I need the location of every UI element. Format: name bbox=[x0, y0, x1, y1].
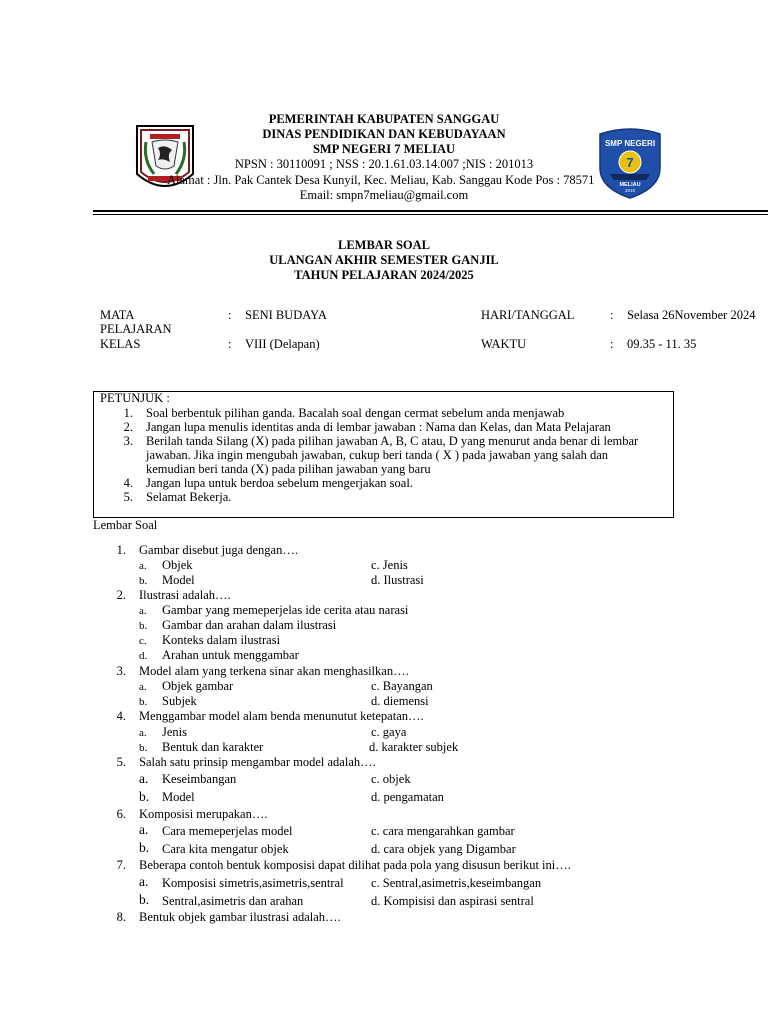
instruction-number: 3. bbox=[123, 434, 133, 448]
option-a: Jenis bbox=[162, 725, 187, 739]
option-label: a. bbox=[139, 822, 149, 837]
option-c: Konteks dalam ilustrasi bbox=[162, 633, 281, 647]
hari-colon: : bbox=[610, 308, 614, 322]
option-label: a. bbox=[139, 560, 147, 572]
instruction-text: Selamat Bekerja. bbox=[146, 490, 232, 504]
option-a: Komposisi simetris,asimetris,sentral bbox=[162, 876, 344, 890]
question-text: Salah satu prinsip mengambar model adalah…. bbox=[139, 755, 376, 769]
school-logo bbox=[598, 128, 662, 200]
waktu-value: 09.35 - 11. 35 bbox=[627, 337, 697, 351]
option-a: Objek gambar bbox=[162, 679, 234, 693]
option-b: Bentuk dan karakter bbox=[162, 740, 264, 754]
doc-subtitle: ULANGAN AKHIR SEMESTER GANJIL bbox=[269, 253, 499, 267]
header-rule-thin bbox=[93, 214, 768, 215]
doc-title: LEMBAR SOAL bbox=[337, 238, 431, 252]
question-text: Ilustrasi adalah…. bbox=[139, 588, 231, 602]
kelas-label: KELAS bbox=[100, 337, 141, 351]
option-b: Model bbox=[162, 573, 195, 587]
question-text: Komposisi merupakan…. bbox=[139, 807, 268, 821]
instruction-number: 2. bbox=[123, 420, 133, 434]
question-text: Menggambar model alam benda menunutut ketepatan…. bbox=[139, 709, 424, 723]
header-school-name: SMP NEGERI 7 MELIAU bbox=[312, 142, 456, 156]
option-d: d. diemensi bbox=[371, 694, 429, 708]
question-number: 8. bbox=[116, 910, 126, 924]
logo-year-text: 2010 bbox=[624, 188, 636, 193]
option-label: a. bbox=[139, 771, 149, 786]
question-number: 5. bbox=[116, 755, 126, 769]
instruction-text: Jangan lupa menulis identitas anda di lembar jawaban : Nama dan Kelas, dan Mata Pelajaran bbox=[146, 420, 611, 434]
instruction-text: Jangan lupa untuk berdoa sebelum mengerjakan soal. bbox=[146, 476, 413, 490]
option-d: d. cara objek yang Digambar bbox=[371, 842, 516, 856]
option-label: b. bbox=[139, 789, 150, 804]
option-label: b. bbox=[139, 620, 148, 632]
doc-year: TAHUN PELAJARAN 2024/2025 bbox=[294, 268, 474, 282]
option-label: a. bbox=[139, 605, 147, 617]
option-a: Keseimbangan bbox=[162, 772, 237, 786]
option-label: b. bbox=[139, 696, 148, 708]
question-number: 1. bbox=[116, 543, 126, 557]
option-label: b. bbox=[139, 742, 148, 754]
option-d: Arahan untuk menggambar bbox=[162, 648, 299, 662]
mapel-label-1: MATA bbox=[100, 308, 135, 322]
kelas-value: VIII (Delapan) bbox=[245, 337, 320, 351]
option-label: d. bbox=[139, 650, 148, 662]
header-rule-thick bbox=[93, 210, 768, 212]
question-text: Model alam yang terkena sinar akan menghasilkan…. bbox=[139, 664, 409, 678]
option-a: Objek bbox=[162, 558, 193, 572]
option-c: c. Sentral,asimetris,keseimbangan bbox=[371, 876, 542, 890]
option-b: Model bbox=[162, 790, 195, 804]
option-label: a. bbox=[139, 681, 147, 693]
option-label: c. bbox=[139, 635, 147, 647]
question-number: 2. bbox=[116, 588, 126, 602]
header-npsn: NPSN : 30110091 ; NSS : 20.1.61.03.14.007 ;NIS : 201013 bbox=[234, 157, 534, 171]
option-d: d. karakter subjek bbox=[369, 740, 459, 754]
instruction-text: jawaban. Jika ingin mengubah jawaban, cukup beri tanda ( X ) pada jawaban yang salah dan bbox=[146, 448, 608, 462]
option-label: b. bbox=[139, 892, 150, 907]
option-a: Cara memeperjelas model bbox=[162, 824, 293, 838]
instruction-text: Berilah tanda Silang (X) pada pilihan jawaban A, B, C atau, D yang menurut anda benar di lembar bbox=[146, 434, 639, 448]
instruction-number: 1. bbox=[123, 406, 133, 420]
question-text: Beberapa contoh bentuk komposisi dapat dilihat pada pola yang disusun berikut ini…. bbox=[139, 858, 571, 872]
option-a: Gambar yang memeperjelas ide cerita atau narasi bbox=[162, 603, 409, 617]
option-c: c. cara mengarahkan gambar bbox=[371, 824, 515, 838]
option-b: Cara kita mengatur objek bbox=[162, 842, 289, 856]
question-number: 3. bbox=[116, 664, 126, 678]
option-d: d. pengamatan bbox=[371, 790, 444, 804]
hari-value: Selasa 26November 2024 bbox=[627, 308, 756, 322]
instruction-number: 5. bbox=[123, 490, 133, 504]
option-label: a. bbox=[139, 727, 147, 739]
logo-place-text: MELIAU bbox=[619, 182, 641, 188]
instruction-text: kemudian beri tanda (X) pada pilihan jawaban yang baru bbox=[146, 462, 431, 476]
instruction-text: Soal berbentuk pilihan ganda. Bacalah soal dengan cermat sebelum anda menjawab bbox=[146, 406, 565, 420]
question-text: Bentuk objek gambar ilustrasi adalah…. bbox=[139, 910, 341, 924]
option-label: a. bbox=[139, 874, 149, 889]
hari-label: HARI/TANGGAL bbox=[481, 308, 575, 322]
waktu-label: WAKTU bbox=[481, 337, 527, 351]
question-text: Gambar disebut juga dengan…. bbox=[139, 543, 298, 557]
mapel-value: SENI BUDAYA bbox=[245, 308, 327, 322]
option-b: Subjek bbox=[162, 694, 197, 708]
mapel-label-2: PELAJARAN bbox=[100, 322, 172, 336]
option-label: b. bbox=[139, 575, 148, 587]
question-number: 6. bbox=[116, 807, 126, 821]
option-d: d. Kompisisi dan aspirasi sentral bbox=[371, 894, 534, 908]
option-c: c. gaya bbox=[371, 725, 407, 739]
header-department: DINAS PENDIDIKAN DAN KEBUDAYAAN bbox=[262, 127, 506, 141]
waktu-colon: : bbox=[610, 337, 614, 351]
option-c: c. objek bbox=[371, 772, 411, 786]
mapel-colon: : bbox=[228, 308, 232, 322]
header-government: PEMERINTAH KABUPATEN SANGGAU bbox=[268, 112, 500, 126]
logo-number-text: 7 bbox=[626, 155, 634, 170]
header-address: Alamat : Jln. Pak Cantek Desa Kunyil, Kec. Meliau, Kab. Sanggau Kode Pos : 78571 bbox=[167, 173, 595, 187]
question-number: 4. bbox=[116, 709, 126, 723]
section-label: Lembar Soal bbox=[93, 518, 158, 532]
instructions-heading: PETUNJUK : bbox=[100, 391, 170, 405]
question-number: 7. bbox=[116, 858, 126, 872]
option-c: c. Bayangan bbox=[371, 679, 433, 693]
instruction-number: 4. bbox=[123, 476, 133, 490]
option-b: Gambar dan arahan dalam ilustrasi bbox=[162, 618, 337, 632]
kelas-colon: : bbox=[228, 337, 232, 351]
logo-school-text: SMP NEGERI bbox=[604, 139, 656, 148]
option-d: d. Ilustrasi bbox=[371, 573, 424, 587]
option-label: b. bbox=[139, 840, 150, 855]
option-b: Sentral,asimetris dan arahan bbox=[162, 894, 304, 908]
option-c: c. Jenis bbox=[371, 558, 408, 572]
header-email: Email: smpn7meliau@gmail.com bbox=[299, 188, 469, 202]
